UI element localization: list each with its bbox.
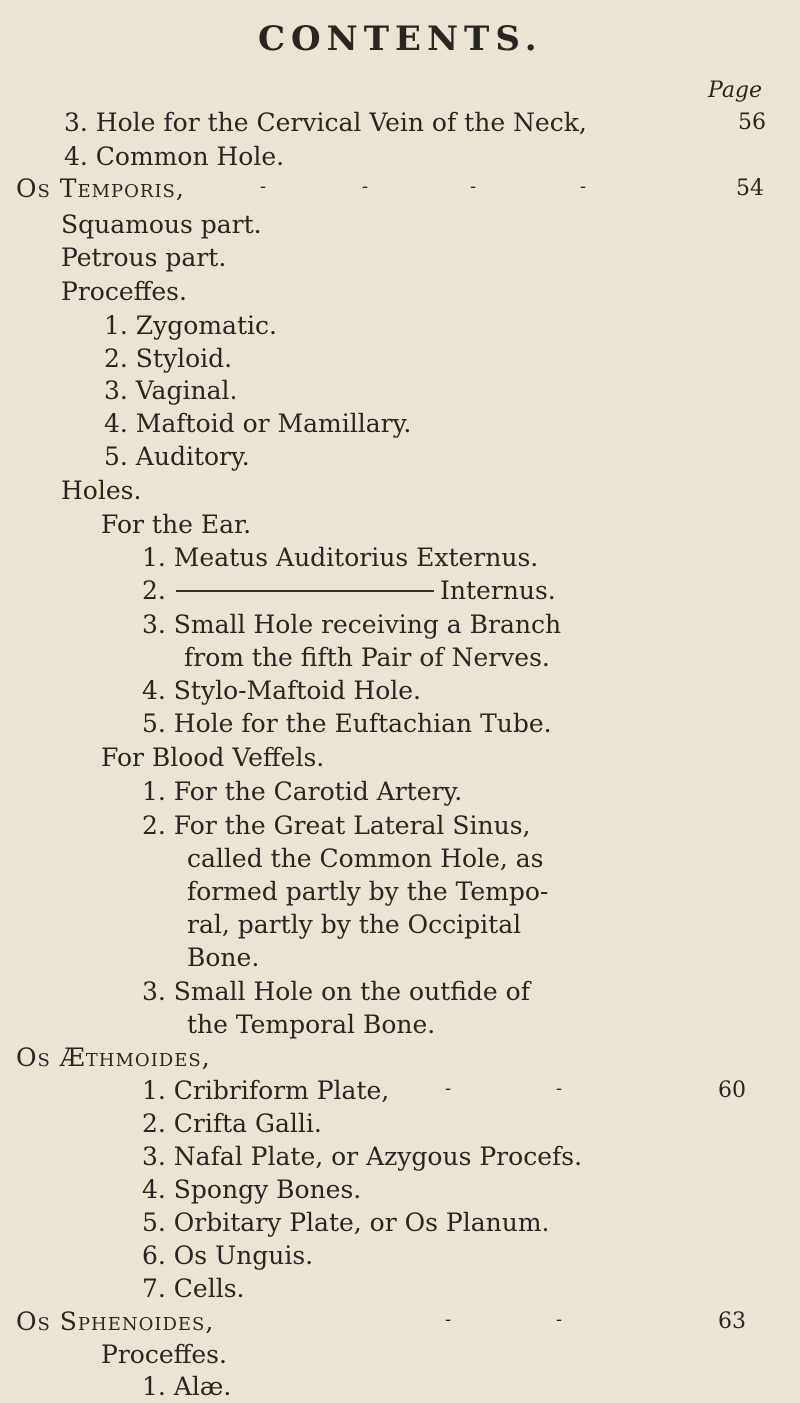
entry: 5. Orbitary Plate, or Os Planum. [142,1208,550,1237]
entry: 7. Cells. [142,1274,245,1303]
entry: 1. Cribriform Plate, [142,1076,390,1105]
entry: 4. Spongy Bones. [142,1175,362,1204]
page-number: 54 [736,176,764,201]
entry: 3. Vaginal. [104,376,238,405]
entry: Petrous part. [61,243,227,272]
entry: the Temporal Bone. [187,1010,436,1039]
entry-cervical-vein: 3. Hole for the Cervical Vein of the Neck, [64,108,587,137]
entry: 1. For the Carotid Artery. [142,777,463,806]
entry: 1. Alæ. [142,1372,232,1401]
leader-dash: - [445,1078,452,1099]
page-number: 56 [738,110,766,135]
leader-dash: - [556,1309,563,1330]
page-title: CONTENTS. [258,19,543,59]
section-heading-os-temporis: Os Temporis, [16,174,185,203]
section-heading-os-aethmoides: Os Æthmoides, [16,1043,211,1072]
entry: ral, partly by the Occipital [187,910,522,939]
leader-dash: - [470,176,477,197]
page-number: 60 [718,1078,746,1103]
entry: For Blood Veffels. [101,743,325,772]
entry: Proceffes. [61,277,187,306]
entry: 1. Meatus Auditorius Externus. [142,543,539,572]
entry-common-hole: 4. Common Hole. [64,142,285,171]
leader-dash: - [260,176,267,197]
ditto-rule [176,590,434,592]
entry: 4. Stylo-Maftoid Hole. [142,676,421,705]
entry: 2. [142,576,166,605]
entry: 2. For the Great Lateral Sinus, [142,811,531,840]
entry: Proceffes. [101,1340,227,1369]
section-heading-os-sphenoides: Os Sphenoides, [16,1307,215,1336]
entry: called the Common Hole, as [187,844,544,873]
entry: Bone. [187,943,260,972]
entry: Squamous part. [61,210,262,239]
entry: 2. Styloid. [104,344,233,373]
entry: 3. Small Hole on the outfide of [142,977,530,1006]
entry: 2. Crifta Galli. [142,1109,322,1138]
entry: from the fifth Pair of Nerves. [184,643,550,672]
entry: 4. Maftoid or Mamillary. [104,409,412,438]
leader-dash: - [580,176,587,197]
leader-dash: - [445,1309,452,1330]
entry: 1. Zygomatic. [104,311,277,340]
leader-dash: - [556,1078,563,1099]
page-column-label: Page [708,78,763,103]
entry: 3. Nafal Plate, or Azygous Procefs. [142,1142,583,1171]
entry: 5. Auditory. [104,442,250,471]
entry: 3. Small Hole receiving a Branch [142,610,562,639]
entry: 6. Os Unguis. [142,1241,314,1270]
entry: formed partly by the Tempo- [187,877,549,906]
entry: Internus. [440,576,556,605]
entry: Holes. [61,476,142,505]
entry: For the Ear. [101,510,252,539]
entry: 5. Hole for the Euftachian Tube. [142,709,552,738]
page-number: 63 [718,1309,746,1334]
leader-dash: - [362,176,369,197]
